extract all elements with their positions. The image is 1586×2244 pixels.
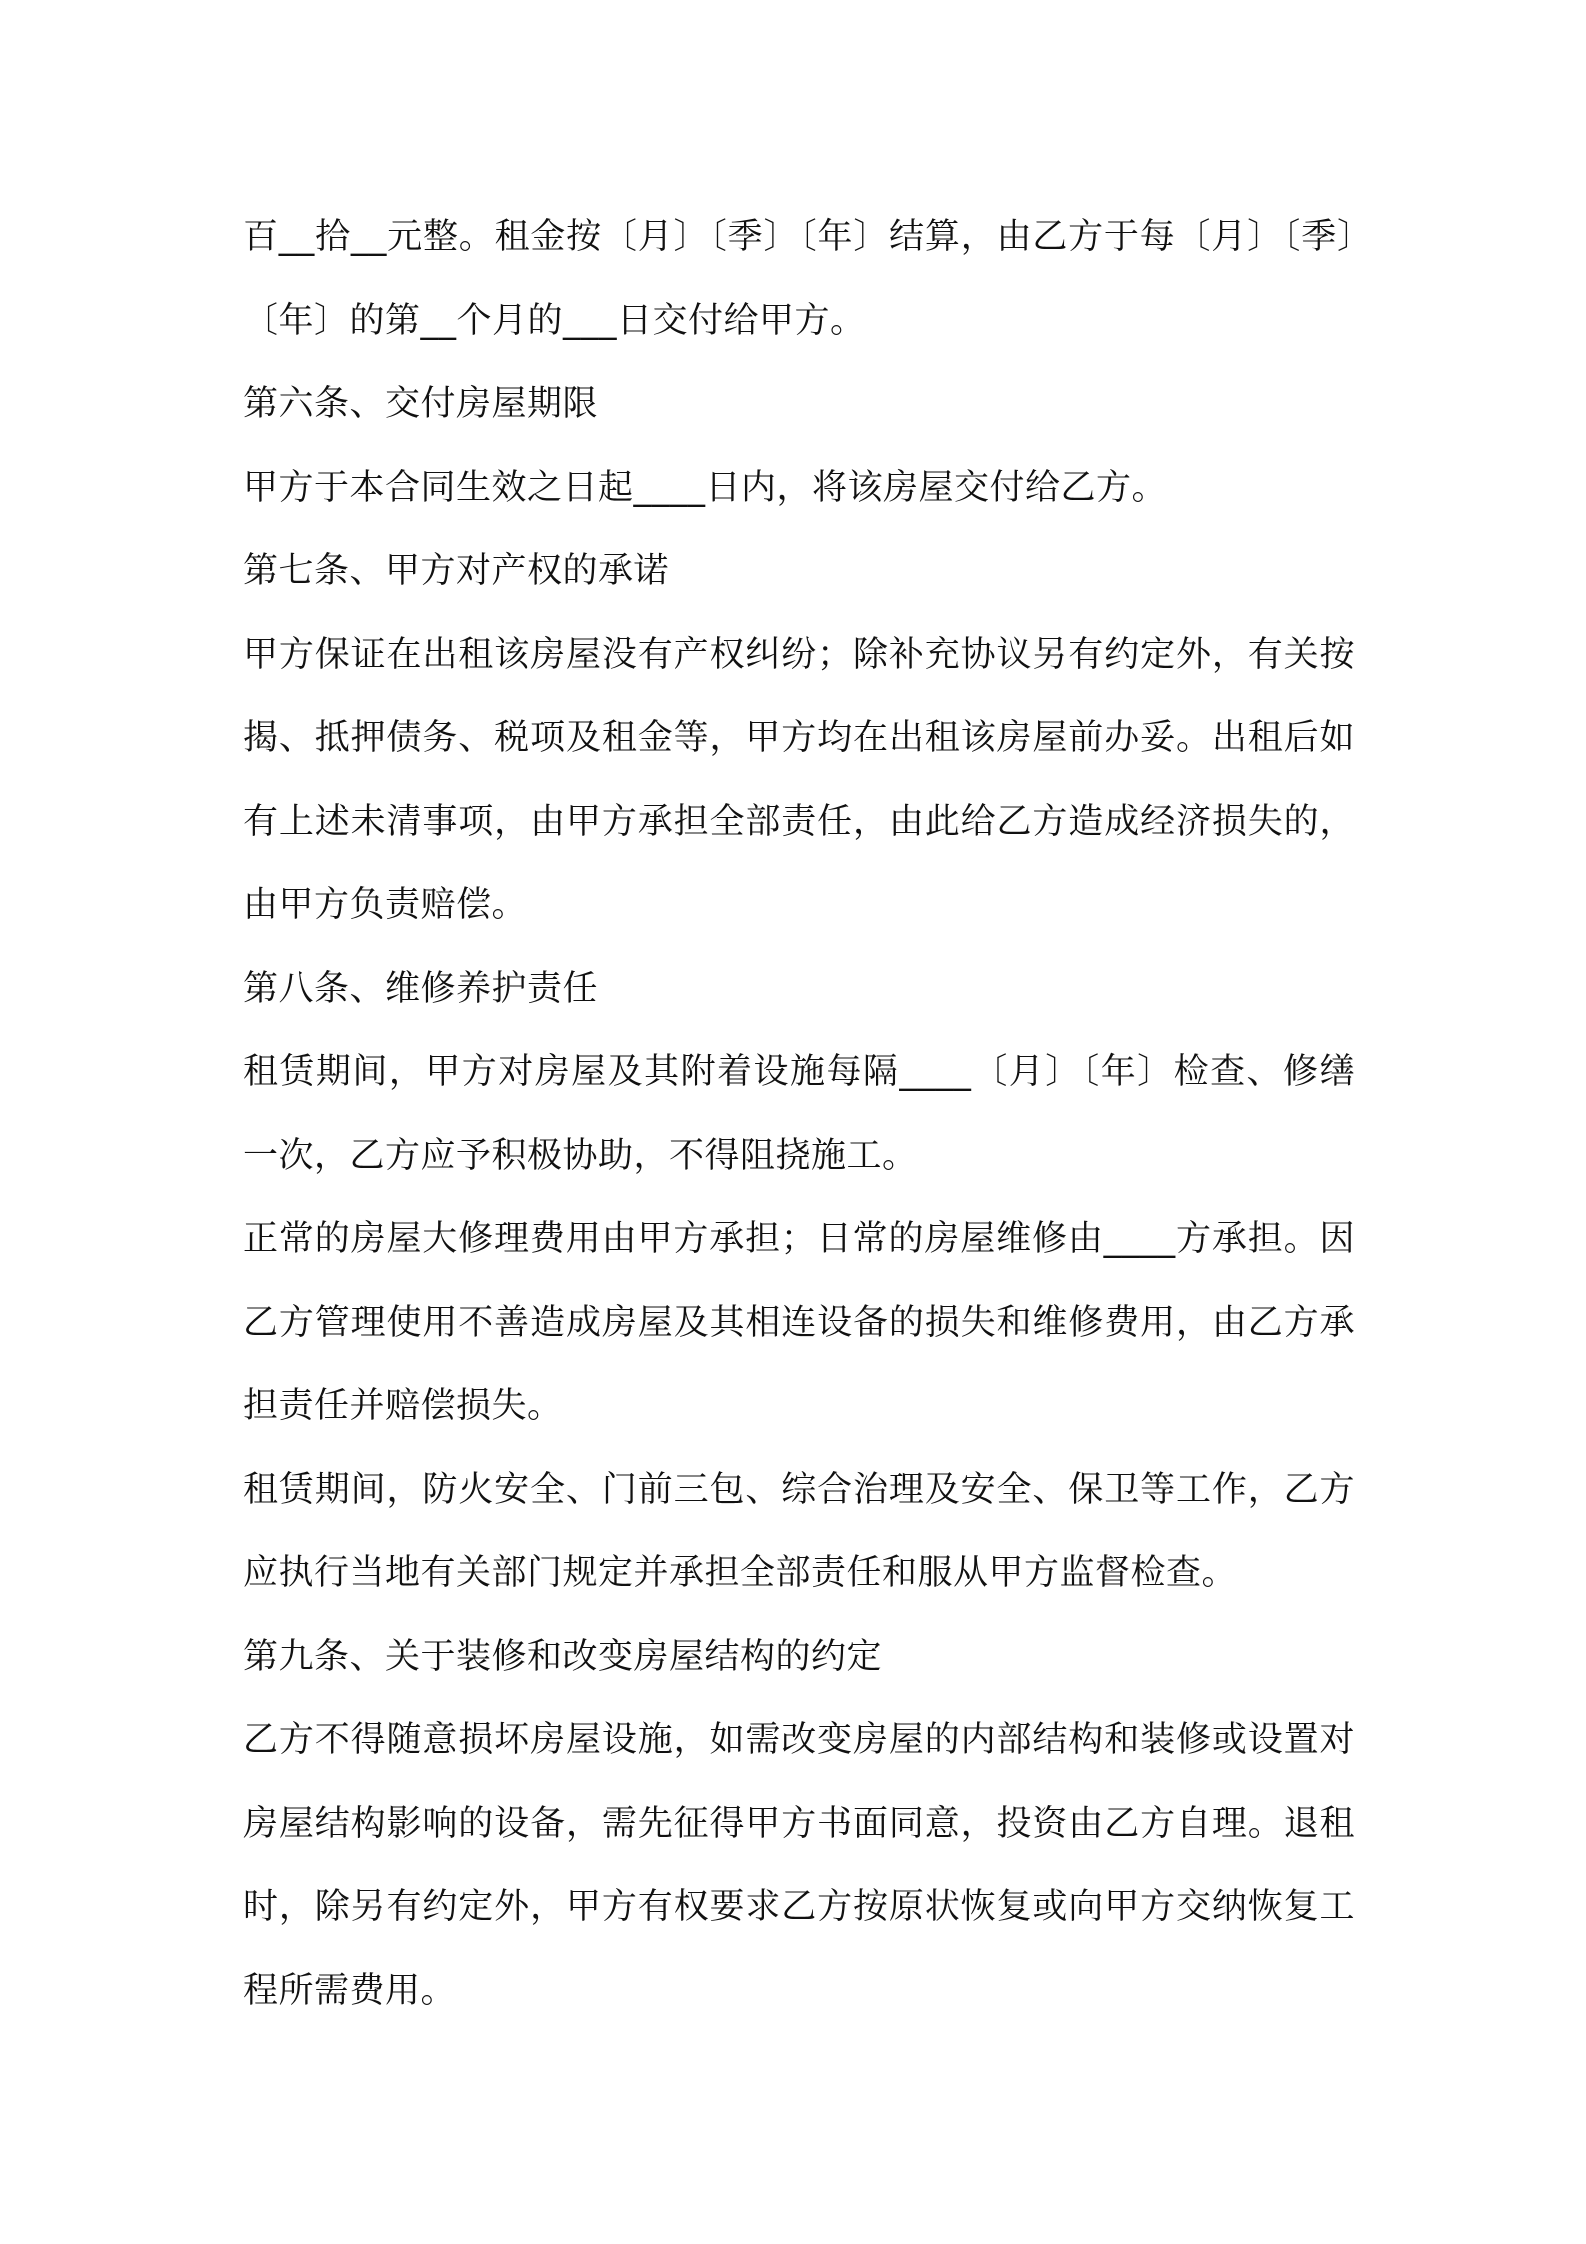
article-6-heading: 第六条、交付房屋期限 [243, 384, 599, 424]
article-8-paragraph-2: 正常的房屋大修理费用由甲方承担；日常的房屋维修由____方承担。因乙方管理使用不善造成房屋及其相连设备的损失和维修费用，由乙方承担责任并赔偿损失。 [243, 1219, 1355, 1426]
article-7-heading: 第七条、甲方对产权的承诺 [243, 551, 670, 591]
article-8-heading: 第八条、维修养护责任 [243, 968, 599, 1009]
document-body [243, 196, 1355, 2033]
article-9-paragraph: 乙方不得随意损坏房屋设施，如需改变房屋的内部结构和装修或设置对房屋结构影响的设备，需先征得甲方书面同意，投资由乙方自理。退租时，除另有约定外，甲方有权要求乙方按原状恢复或向甲方交纳恢复工程所需费用。 [243, 1720, 1355, 2011]
article-8-paragraph-1: 租赁期间，甲方对房屋及其附着设施每隔____〔月〕〔年〕检查、修缮一次，乙方应予积极协助，不得阻挠施工。 [243, 1052, 1355, 1176]
article-7-paragraph: 甲方保证在出租该房屋没有产权纠纷；除补充协议另有约定外，有关按揭、抵押债务、税项及租金等，甲方均在出租该房屋前办妥。出租后如有上述未清事项，由甲方承担全部责任，由此给乙方造成经济损失的，由甲方负责赔偿。 [243, 634, 1355, 925]
article-8-paragraph-3: 租赁期间，防火安全、门前三包、综合治理及安全、保卫等工作，乙方应执行当地有关部门规定并承担全部责任和服从甲方监督检查。 [243, 1469, 1355, 1593]
rent-payment-paragraph: 百__拾__元整。租金按〔月〕〔季〕〔年〕结算，由乙方于每〔月〕〔季〕〔年〕的第__个月的___日交付给甲方。 [243, 217, 1355, 341]
article-9-heading: 第九条、关于装修和改变房屋结构的约定 [243, 1636, 883, 1677]
article-6-paragraph: 甲方于本合同生效之日起____日内，将该房屋交付给乙方。 [243, 467, 1168, 508]
